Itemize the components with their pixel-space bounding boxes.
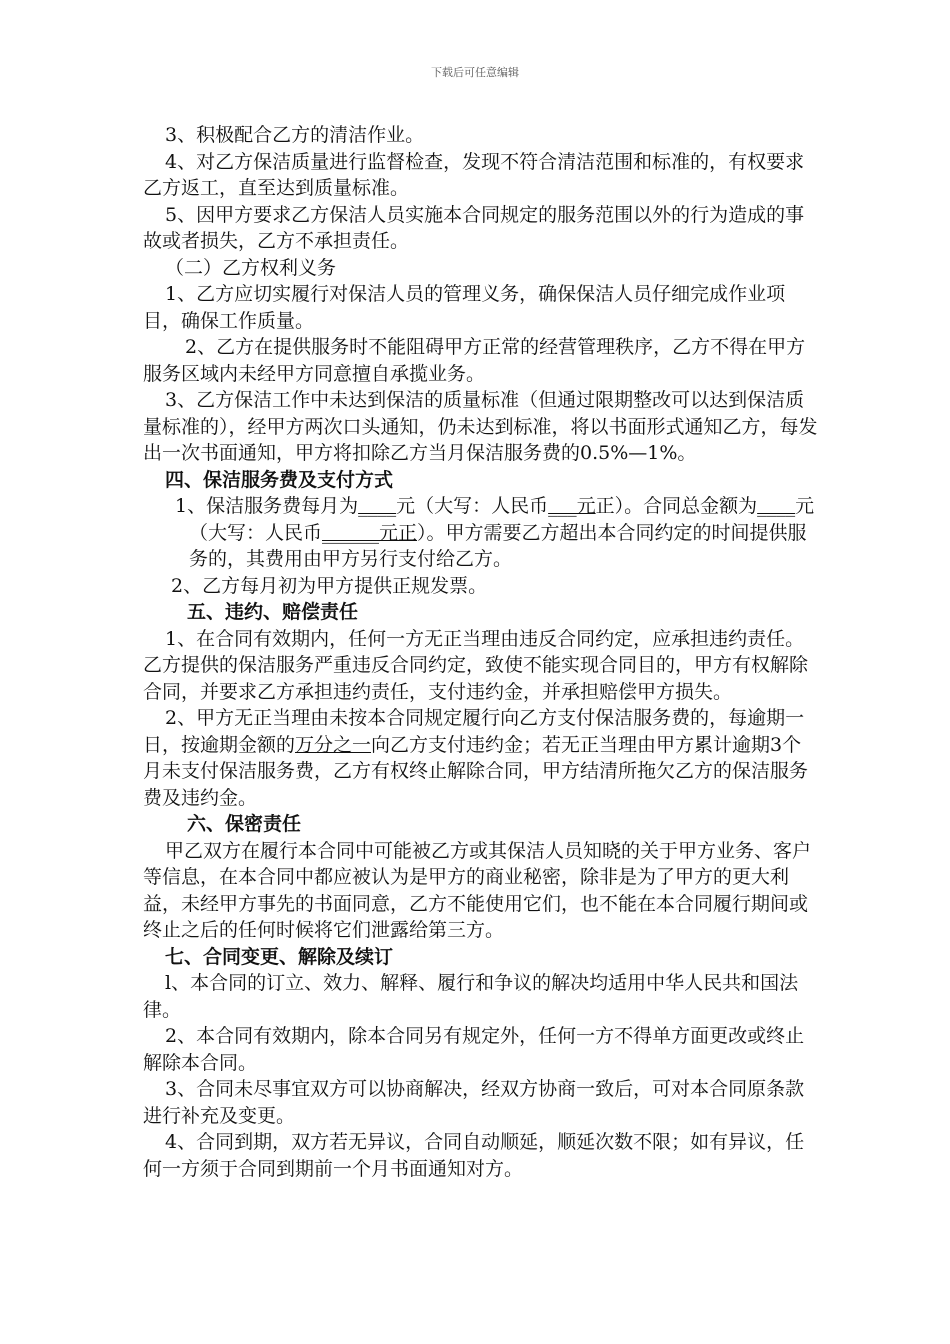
clause-b3: 3、乙方保洁工作中未达到保洁的质量标准（但通过限期整改可以达到保洁质量标准的），经甲方两次口头通知，仍未达到标准，将以书面形式通知乙方，每发出一次书面通知，甲方将扣除乙方当月保洁服务费的0.5%—1%。 — [143, 389, 818, 464]
clause-f1: l、本合同的订立、效力、解释、履行和争议的解决均适用中华人民共和国法律。 — [143, 972, 799, 1021]
clause-b1: 1、乙方应切实履行对保洁人员的管理义务，确保保洁人员仔细完成作业项目，确保工作质量。 — [143, 283, 786, 332]
blank-total-amount: ____ — [757, 495, 796, 517]
clause-a4: 4、对乙方保洁质量进行监督检查，发现不符合清洁范围和标准的，有权要求乙方返工，直至达到质量标准。 — [143, 150, 805, 199]
clause-c1-part5: ）。甲方需要乙方超出本合同约定的时间提供服务的，其费用由甲方另行支付给乙方。 — [189, 521, 807, 570]
clause-e1: 甲乙双方在履行本合同中可能被乙方或其保洁人员知晓的关于甲方业务、客户等信息，在本合同中都应被认为是甲方的商业秘密，除非是为了甲方的更大利益，未经甲方事先的书面同意，乙方不能使用它们，也不能在本合同履行期间或终止之后的任何时候将它们泄露给第三方。 — [143, 839, 812, 941]
clause-a3: 3、积极配合乙方的清洁作业。 — [165, 124, 425, 146]
clause-f3: 3、合同未尽事宜双方可以协商解决，经双方协商一致后，可对本合同原条款进行补充及变更。 — [143, 1078, 805, 1127]
blank-total-amount-words: ______元正 — [322, 521, 418, 544]
clause-c1 — [143, 493, 819, 573]
clause-c1-part4: 元（大写：人民币 — [189, 495, 815, 544]
heading-section-5: 五、违约、赔偿责任 — [187, 601, 359, 623]
clause-c1-part3: 正）。合同总金额为 — [595, 495, 758, 517]
section-2-title: （二）乙方权利义务 — [165, 256, 337, 279]
clause-c1-part1: 1、保洁服务费每月为 — [175, 495, 359, 517]
blank-monthly-fee: ____ — [358, 495, 397, 517]
clause-d2-part2: 向乙方支付违约金；若无正当理由甲方累计逾期3个月未支付保洁服务费，乙方有权终止解除合同，甲方结清所拖欠乙方的保洁服务费及违约金。 — [143, 733, 809, 809]
heading-section-6: 六、保密责任 — [187, 813, 302, 835]
penalty-rate: 万分之一 — [295, 733, 372, 756]
blank-monthly-fee-words: ___元 — [548, 495, 596, 517]
page-header-note: 下载后可任意编辑 — [431, 66, 519, 79]
clause-f2: 2、本合同有效期内，除本合同另有规定外，任何一方不得单方面更改或终止解除本合同。 — [143, 1025, 805, 1074]
clause-d2 — [143, 705, 819, 811]
clause-c2: 2、乙方每月初为甲方提供正规发票。 — [171, 574, 488, 597]
clause-d1: 1、在合同有效期内，任何一方无正当理由违反合同约定，应承担违约责任。乙方提供的保洁服务严重违反合同约定，致使不能实现合同目的，甲方有权解除合同，并要求乙方承担违约责任，支付违约金，并承担赔偿甲方损失。 — [143, 627, 809, 703]
heading-section-7: 七、合同变更、解除及续订 — [165, 945, 394, 968]
clause-b2: 2、乙方在提供服务时不能阻碍甲方正常的经营管理秩序，乙方不得在甲方服务区域内未经甲方同意擅自承揽业务。 — [143, 336, 806, 385]
clause-c1-part2: 元（大写：人民币 — [396, 495, 549, 517]
clause-d2-part1: 2、甲方无正当理由未按本合同规定履行向乙方支付保洁服务费的，每逾期一日，按逾期金额的 — [143, 707, 805, 756]
heading-section-4: 四、保洁服务费及支付方式 — [165, 468, 394, 491]
clause-a5: 5、因甲方要求乙方保洁人员实施本合同规定的服务范围以外的行为造成的事故或者损失，乙方不承担责任。 — [143, 203, 805, 252]
clause-f4: 4、合同到期，双方若无异议，合同自动顺延，顺延次数不限；如有异议，任何一方须于合同到期前一个月书面通知对方。 — [143, 1131, 805, 1180]
contract-body — [143, 122, 819, 1182]
